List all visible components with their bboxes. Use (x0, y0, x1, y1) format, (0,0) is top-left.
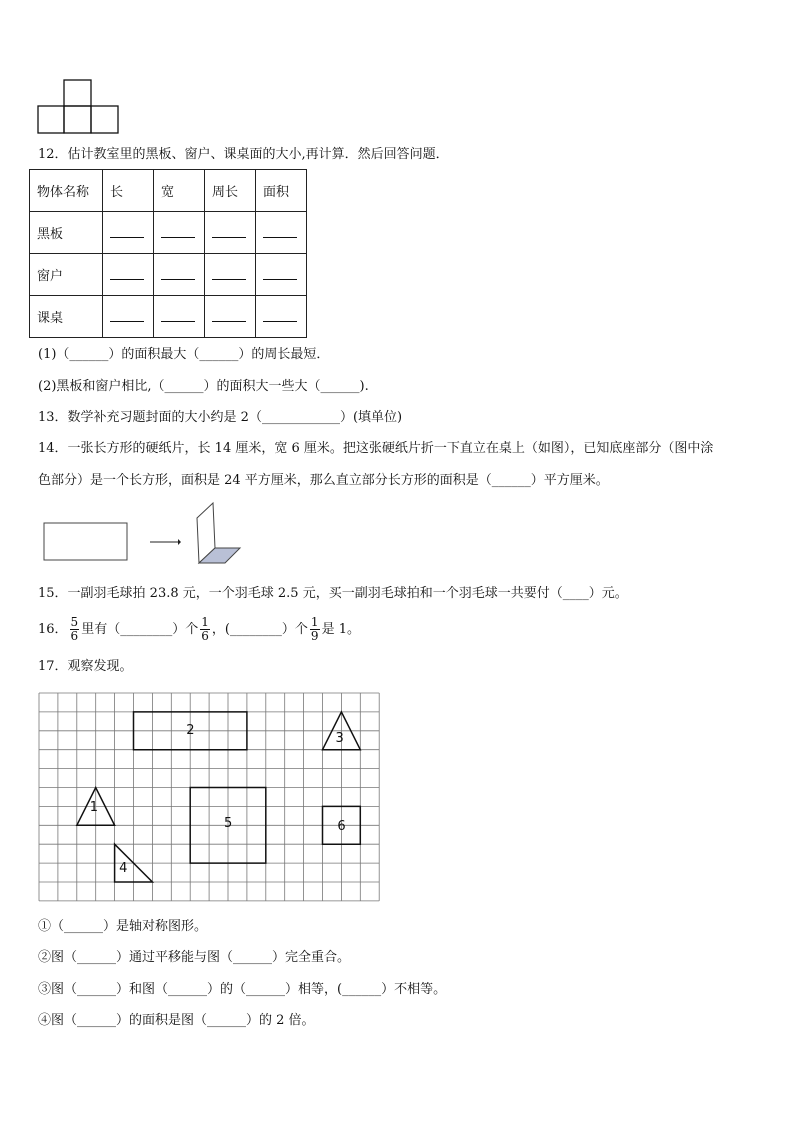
table-row (30, 296, 307, 338)
row-label: 课桌 (30, 296, 103, 338)
q16-line: 16． $\frac{5}{6}$ 里有（________）个 $\frac{1}{6}$ ，(________）个 $\frac{1}{9}$ 是 1。 (38, 615, 360, 643)
fraction-one-sixth: $\frac{1}{6}$ (201, 615, 209, 643)
shape-label: 1 (89, 800, 99, 816)
q17-title: 17．观察发现。 (38, 659, 133, 674)
block-shape-figure (36, 76, 126, 136)
shape-label: 4 (119, 860, 128, 876)
answer-blank[interactable] (263, 223, 297, 238)
answer-blank[interactable] (212, 307, 246, 322)
row-label: 黑板 (30, 212, 103, 254)
answer-blank[interactable] (212, 223, 246, 238)
table-header: 宽 (154, 170, 205, 212)
table-header: 周长 (205, 170, 256, 212)
answer-blank[interactable] (161, 307, 195, 322)
q14-fold-figure (40, 502, 260, 572)
q17-s3: ③图（______）和图（______）的（______）相等，(______）不相等。 (38, 982, 447, 997)
q14-line2: 色部分）是一个长方形，面积是 24 平方厘米，那么直立部分长方形的面积是（______）平方厘米。 (38, 473, 609, 488)
table-row (30, 212, 307, 254)
answer-blank[interactable] (110, 307, 144, 322)
answer-blank[interactable] (161, 223, 195, 238)
q13-text: 13．数学补充习题封面的大小约是 2（____________）(填单位) (38, 410, 403, 425)
answer-blank[interactable] (161, 265, 195, 280)
q12-sub1: (1)（______）的面积最大（______）的周长最短． (38, 347, 330, 362)
shape-grid (38, 692, 382, 904)
row-label: 窗户 (30, 254, 103, 296)
shape-label: 5 (224, 816, 233, 832)
answer-blank[interactable] (110, 265, 144, 280)
q12-title: 12．估计教室里的黑板、窗户、课桌面的大小,再计算．然后回答问题． (38, 147, 449, 162)
table-header: 物体名称 (30, 170, 103, 212)
answer-blank[interactable] (110, 223, 144, 238)
arrow-head (178, 539, 181, 545)
q17-s1: ①（______）是轴对称图形。 (38, 919, 208, 934)
q17-s2: ②图（______）通过平移能与图（______）完全重合。 (38, 950, 351, 965)
answer-blank[interactable] (212, 265, 246, 280)
answer-blank[interactable] (263, 265, 297, 280)
estimate-table (29, 169, 307, 338)
shape-label: 3 (335, 731, 344, 747)
table-header-row (30, 170, 307, 212)
q14-line1: 14．一张长方形的硬纸片，长 14 厘米，宽 6 厘米。把这张硬纸片折一下直立在桌上（如图），已知底座部分（图中涂 (38, 441, 714, 456)
table-row (30, 254, 307, 296)
flat-card (44, 523, 127, 560)
table-header: 面积 (256, 170, 307, 212)
fraction-one-ninth: $\frac{1}{9}$ (310, 615, 319, 643)
table-header: 长 (103, 170, 154, 212)
q16-number: 16． (38, 622, 68, 637)
q15-text: 15．一副羽毛球拍 23.8 元，一个羽毛球 2.5 元，买一副羽毛球拍和一个羽毛球一共要付（____）元。 (38, 586, 628, 601)
fraction-five-sixths: $\frac{5}{6}$ (70, 615, 79, 643)
shape-label: 6 (337, 819, 346, 835)
q17-s4: ④图（______）的面积是图（______）的 2 倍。 (38, 1013, 315, 1028)
answer-blank[interactable] (263, 307, 297, 322)
q12-sub2: (2)黑板和窗户相比,（______）的面积大一些大（______). (38, 379, 369, 394)
shape-label: 2 (186, 722, 195, 738)
